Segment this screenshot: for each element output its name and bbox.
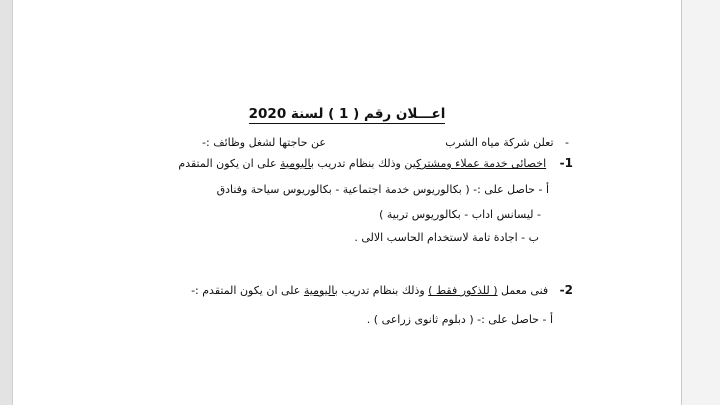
job1-requirement-b: ب - اجادة تامة لاستخدام الحاسب الالى . xyxy=(354,231,539,244)
job2-males-only: ( للذكور فقط ) xyxy=(428,284,498,297)
job1-condition: على ان يكون المتقدم xyxy=(178,157,277,170)
document-page xyxy=(13,0,681,405)
job1-number: 1- xyxy=(559,156,573,170)
job2-heading xyxy=(191,283,573,297)
job2-condition: على ان يكون المتقدم :- xyxy=(191,284,301,297)
intro-line-need: عن حاجتها لشغل وظائف :- xyxy=(202,136,326,149)
job1-heading xyxy=(178,156,573,170)
job2-title-rest: وذلك بنظام تدريب xyxy=(341,284,425,297)
job1-requirement-a2: - ليسانس اداب - بكالوريوس تربية ) xyxy=(379,208,541,221)
job2-title: فنى معمل xyxy=(501,284,549,297)
window-right-edge xyxy=(681,0,720,405)
job1-daily: باليومية xyxy=(280,157,314,170)
intro-line-company xyxy=(445,136,569,149)
job2-daily: باليومية xyxy=(303,284,338,297)
job1-title: اخصائى خدمة عملاء ومشتركين xyxy=(404,157,547,170)
announcement-title: اعـــلان رقم ( 1 ) لسنة 2020 xyxy=(248,106,446,122)
job1-requirement-a: أ - حاصل على :- ( بكالوريوس خدمة اجتماعية - بكالوريوس سياحة وفنادق xyxy=(216,183,549,196)
intro-dash: - xyxy=(565,136,569,149)
intro-company: تعلن شركة مياه الشرب xyxy=(445,136,554,149)
job2-requirement-a: أ - حاصل على :- ( دبلوم ثانوى زراعى ) . xyxy=(366,313,553,326)
job1-title-rest: وذلك بنظام تدريب xyxy=(317,157,401,170)
job2-number: 2- xyxy=(559,283,573,297)
window-left-edge xyxy=(0,0,13,405)
